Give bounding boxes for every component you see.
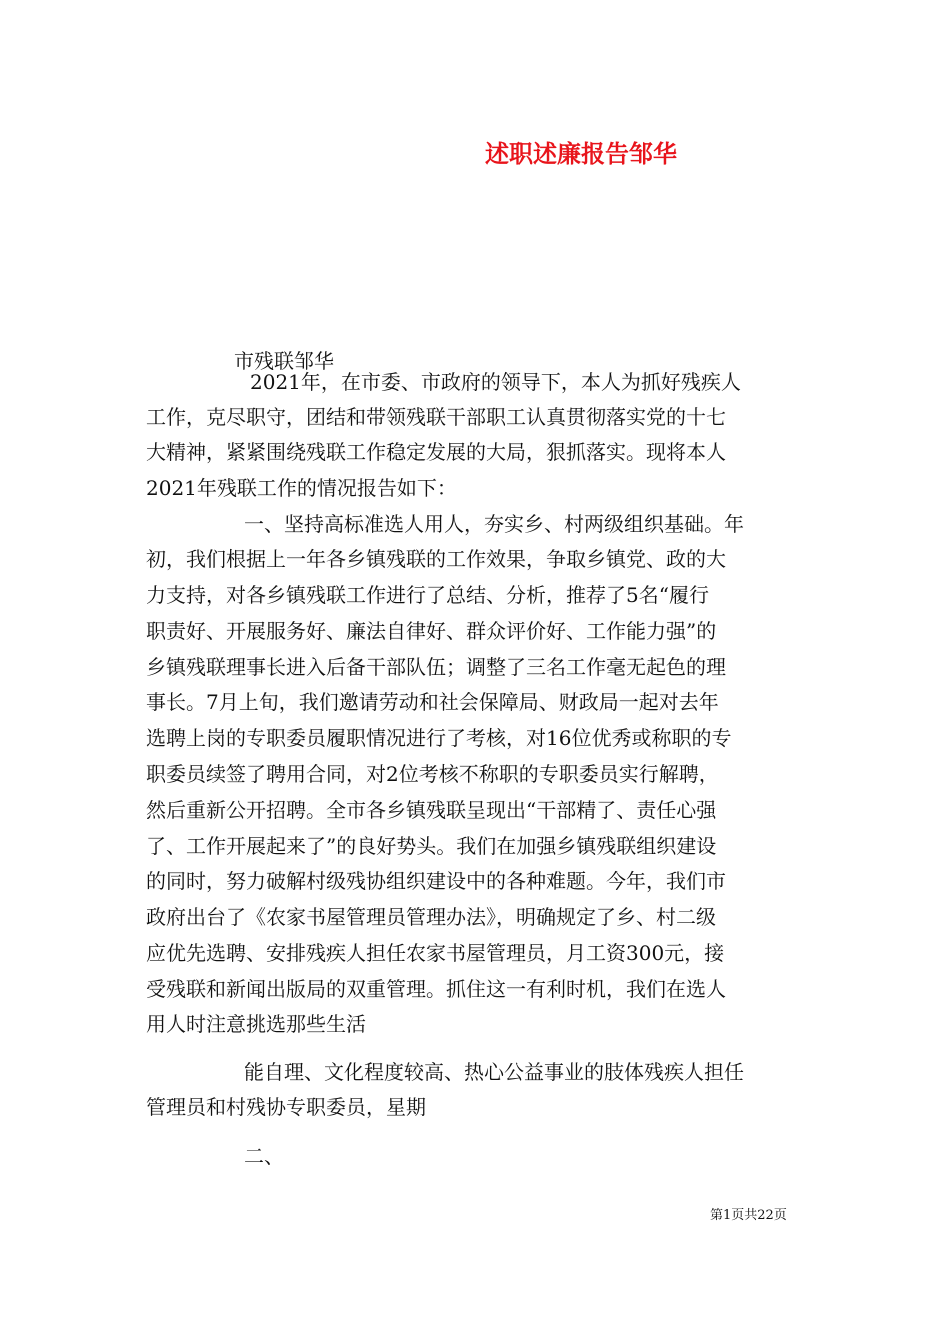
body-line: 乡镇残联理事长进入后备干部队伍；调整了三名工作毫无起色的理 <box>146 655 726 679</box>
body-line: 受残联和新闻出版局的双重管理。抓住这一有利时机，我们在选人 <box>146 977 726 1001</box>
body-line: 力支持，对各乡镇残联工作进行了总结、分析，推荐了5名“履行 <box>146 583 709 607</box>
author-line: 市残联邹华 <box>234 349 334 373</box>
body-line: 管理员和村残协专职委员，星期 <box>146 1095 426 1119</box>
body-line: 了、工作开展起来了”的良好势头。我们在加强乡镇残联组织建设 <box>146 834 717 858</box>
body-line: 初，我们根据上一年各乡镇残联的工作效果，争取乡镇党、政的大 <box>146 547 726 571</box>
body-line: 大精神，紧紧围绕残联工作稳定发展的大局，狠抓落实。现将本人 <box>146 440 726 464</box>
body-line: 2021年，在市委、市政府的领导下，本人为抓好残疾人 <box>250 370 741 394</box>
body-line: 的同时，努力破解村级残协组织建设中的各种难题。今年，我们市 <box>146 869 726 893</box>
body-line: 二、 <box>244 1144 284 1168</box>
body-line: 然后重新公开招聘。全市各乡镇残联呈现出“干部精了、责任心强 <box>146 798 717 822</box>
body-line: 2021年残联工作的情况报告如下： <box>146 476 457 500</box>
body-line: 选聘上岗的专职委员履职情况进行了考核，对16位优秀或称职的专 <box>146 726 732 750</box>
body-line: 用人时注意挑选那些生活 <box>146 1012 366 1036</box>
body-line: 事长。7月上旬，我们邀请劳动和社会保障局、财政局一起对去年 <box>146 690 719 714</box>
page-number-footer: 第1页共22页 <box>710 1208 787 1223</box>
body-line: 职委员续签了聘用合同，对2位考核不称职的专职委员实行解聘， <box>146 762 719 786</box>
body-line: 工作，克尽职守，团结和带领残联干部职工认真贯彻落实党的十七 <box>146 405 726 429</box>
body-line: 一、坚持高标准选人用人，夯实乡、村两级组织基础。年 <box>244 512 744 536</box>
body-line: 职责好、开展服务好、廉法自律好、群众评价好、工作能力强”的 <box>146 619 717 643</box>
body-line: 应优先选聘、安排残疾人担任农家书屋管理员，月工资300元，接 <box>146 941 725 965</box>
document-title: 述职述廉报告邹华 <box>485 139 677 168</box>
body-line: 能自理、文化程度较高、热心公益事业的肢体残疾人担任 <box>244 1060 744 1084</box>
body-line: 政府出台了《农家书屋管理员管理办法》，明确规定了乡、村二级 <box>146 905 716 929</box>
